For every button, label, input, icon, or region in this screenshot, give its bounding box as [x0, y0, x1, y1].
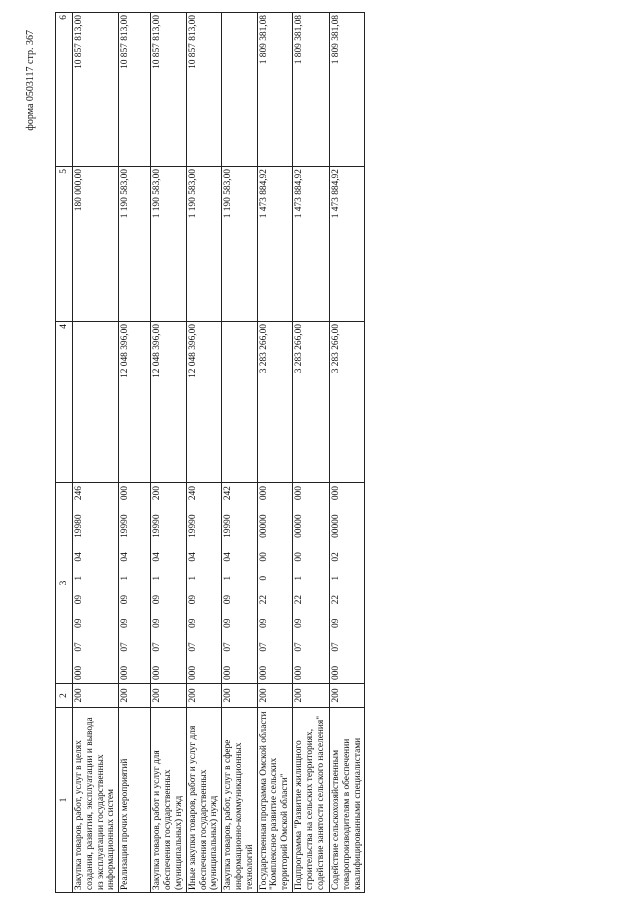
row-adm-code: 200 [222, 684, 257, 708]
code-part: 09 [152, 594, 163, 605]
table-row [186, 13, 221, 893]
row-col5: 1 190 583,00 [186, 167, 221, 322]
code-part: 00 [258, 552, 269, 562]
code-part: 246 [74, 486, 84, 501]
code-part: 22 [294, 594, 304, 605]
code-part: 07 [258, 642, 269, 652]
code-part: 200 [152, 486, 163, 501]
code-part: 000 [258, 665, 269, 680]
header-col-5: 5 [56, 167, 73, 322]
row-adm-code: 200 [293, 684, 330, 708]
code-part: 04 [74, 552, 84, 562]
code-part: 00000 [294, 514, 304, 538]
report-table-rotated [55, 15, 363, 893]
code-part: 09 [294, 618, 304, 628]
row-budget-code [119, 483, 151, 684]
row-col5: 1 190 583,00 [222, 167, 257, 322]
row-col4 [222, 322, 257, 483]
code-part: 07 [187, 642, 198, 652]
code-part: 19990 [223, 514, 234, 538]
code-part: 07 [74, 642, 84, 652]
code-part: 09 [74, 594, 84, 605]
header-col-6: 6 [56, 13, 73, 167]
code-part: 09 [152, 618, 163, 628]
form-label: форма 0503117 стр. 367 [25, 30, 36, 131]
row-col4: 3 283 266,00 [330, 322, 365, 483]
row-col4: 3 283 266,00 [293, 322, 330, 483]
report-table [55, 12, 365, 893]
row-adm-code: 200 [119, 684, 151, 708]
header-col-2: 2 [56, 684, 73, 708]
code-part: 07 [223, 642, 234, 652]
code-part: 000 [223, 665, 234, 680]
row-col5: 1 473 884,92 [330, 167, 365, 322]
code-part: 02 [331, 552, 341, 562]
code-part: 04 [187, 552, 198, 562]
code-part: 000 [120, 486, 131, 501]
code-part: 1 [294, 575, 304, 581]
row-col4: 12 048 396,00 [186, 322, 221, 483]
row-name: Закупка товаров, работ, услуг в сфере информационно-коммуникационных технологий [222, 708, 257, 893]
row-col5: 180 000,00 [73, 167, 119, 322]
code-part: 09 [187, 618, 198, 628]
row-col4: 12 048 396,00 [119, 322, 151, 483]
code-part: 000 [294, 665, 304, 680]
row-budget-code [293, 483, 330, 684]
code-part: 07 [331, 642, 341, 652]
row-budget-code [330, 483, 365, 684]
code-part: 09 [74, 618, 84, 628]
header-col-4: 4 [56, 322, 73, 483]
row-name: Подпрограмма "Развитие жилищного строительства на сельских территориях, содействие занятости сельского населения" [293, 708, 330, 893]
code-part: 000 [331, 486, 341, 501]
table-row [73, 13, 119, 893]
row-adm-code: 200 [186, 684, 221, 708]
row-col6: 1 809 381,08 [257, 13, 292, 167]
row-col6: 10 857 813,00 [186, 13, 221, 167]
code-part: 1 [331, 575, 341, 581]
row-budget-code [73, 483, 119, 684]
code-part: 04 [120, 552, 131, 562]
row-col6 [222, 13, 257, 167]
row-adm-code: 200 [257, 684, 292, 708]
code-part: 07 [294, 642, 304, 652]
code-part: 240 [187, 486, 198, 501]
row-name: Государственная программа Омской области "Комплексное развитие сельских территорий Омской области" [257, 708, 292, 893]
code-part: 1 [152, 575, 163, 581]
row-col6: 10 857 813,00 [119, 13, 151, 167]
row-budget-code [257, 483, 292, 684]
code-part: 000 [120, 665, 131, 680]
row-col6: 1 809 381,08 [293, 13, 330, 167]
code-part: 1 [120, 575, 131, 581]
row-col6: 1 809 381,08 [330, 13, 365, 167]
code-part: 000 [294, 486, 304, 501]
row-adm-code: 200 [73, 684, 119, 708]
table-row [151, 13, 186, 893]
row-col6: 10 857 813,00 [151, 13, 186, 167]
row-col4: 3 283 266,00 [257, 322, 292, 483]
row-col5: 1 190 583,00 [151, 167, 186, 322]
row-name: Закупка товаров, работ, услуг в целях создания, развития, эксплуатации и вывода из эксплуатации государственных информационных систем [73, 708, 119, 893]
code-part: 09 [223, 594, 234, 605]
row-budget-code [151, 483, 186, 684]
table-header-row [56, 13, 73, 893]
code-part: 1 [223, 575, 234, 581]
code-part: 22 [258, 594, 269, 605]
code-part: 1 [74, 575, 84, 581]
code-part: 09 [258, 618, 269, 628]
code-part: 04 [223, 552, 234, 562]
row-col5: 1 473 884,92 [293, 167, 330, 322]
code-part: 00000 [331, 514, 341, 538]
row-adm-code: 200 [151, 684, 186, 708]
code-part: 000 [74, 665, 84, 680]
table-row [119, 13, 151, 893]
row-col5: 1 190 583,00 [119, 167, 151, 322]
table-row [293, 13, 330, 893]
code-part: 09 [187, 594, 198, 605]
code-part: 0 [258, 575, 269, 581]
code-part: 19990 [120, 514, 131, 538]
row-name: Реализация прочих мероприятий [119, 708, 151, 893]
table-row [257, 13, 292, 893]
row-col5: 1 473 884,92 [257, 167, 292, 322]
header-col-1: 1 [56, 708, 73, 893]
header-col-3: 3 [56, 483, 73, 684]
table-row [222, 13, 257, 893]
code-part: 19990 [152, 514, 163, 538]
row-budget-code [186, 483, 221, 684]
code-part: 07 [152, 642, 163, 652]
row-name: Содействие сельскохозяйственным товаропроизводителям в обеспечении квалифицированными специалистами [330, 708, 365, 893]
row-col4: 12 048 396,00 [151, 322, 186, 483]
code-part: 000 [152, 665, 163, 680]
code-part: 1 [187, 575, 198, 581]
code-part: 000 [331, 665, 341, 680]
row-col4 [73, 322, 119, 483]
code-part: 22 [331, 594, 341, 605]
code-part: 04 [152, 552, 163, 562]
row-name: Иные закупки товаров, работ и услуг для обеспечения государственных (муниципальных) нужд [186, 708, 221, 893]
code-part: 00 [294, 552, 304, 562]
code-part: 09 [223, 618, 234, 628]
row-name: Закупка товаров, работ и услуг для обеспечения государственных (муниципальных) нужд [151, 708, 186, 893]
code-part: 000 [187, 665, 198, 680]
code-part: 00000 [258, 514, 269, 538]
row-col6: 10 857 813,00 [73, 13, 119, 167]
row-budget-code [222, 483, 257, 684]
code-part: 000 [258, 486, 269, 501]
table-row [330, 13, 365, 893]
code-part: 09 [120, 594, 131, 605]
code-part: 19990 [187, 514, 198, 538]
code-part: 09 [331, 618, 341, 628]
code-part: 19980 [74, 514, 84, 538]
table-body [73, 13, 365, 893]
code-part: 09 [120, 618, 131, 628]
row-adm-code: 200 [330, 684, 365, 708]
code-part: 242 [223, 486, 234, 501]
code-part: 07 [120, 642, 131, 652]
